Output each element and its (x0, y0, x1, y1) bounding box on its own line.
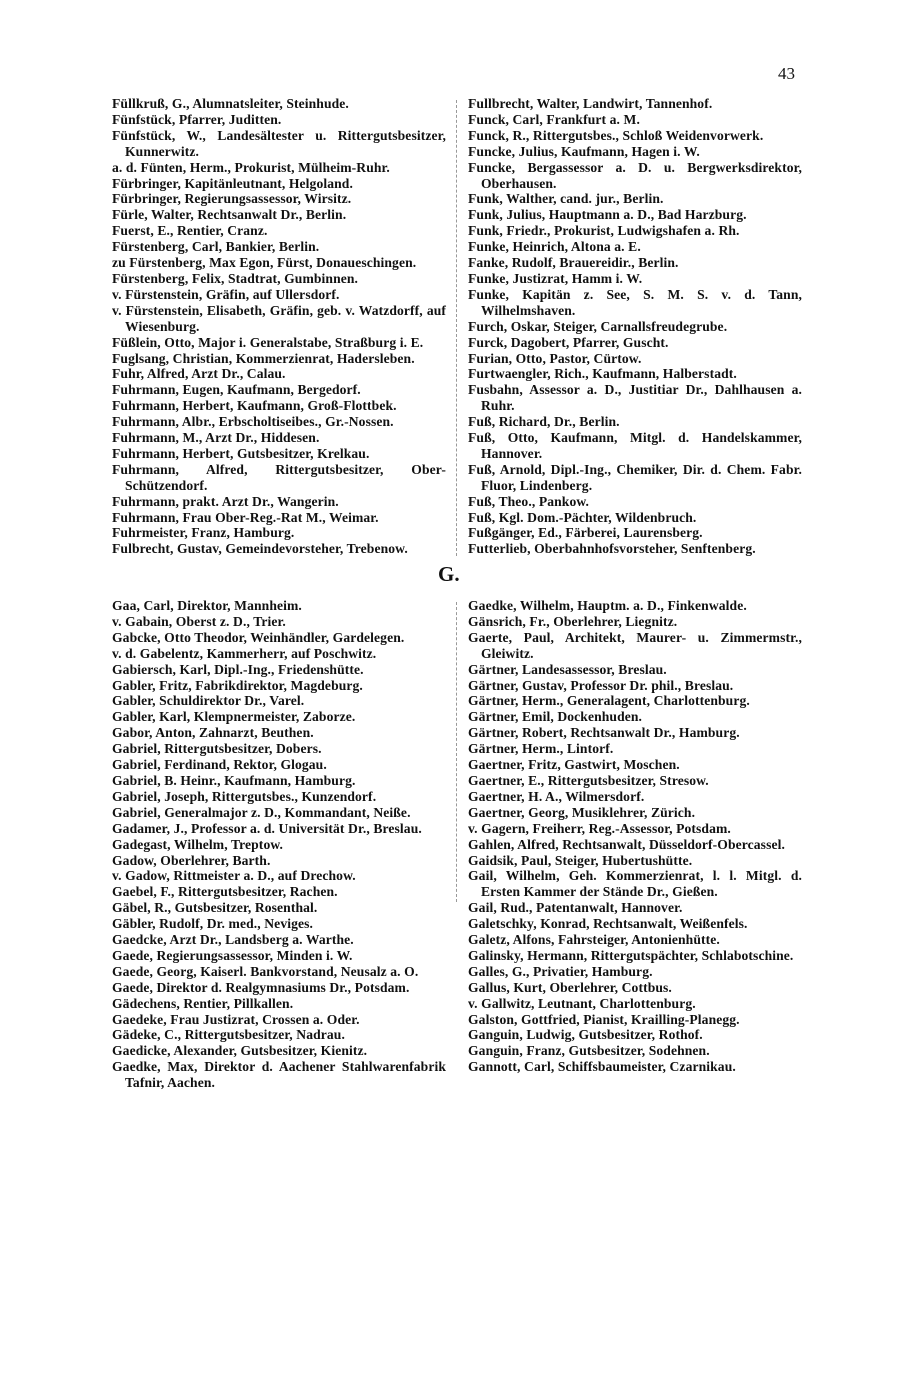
directory-entry: Funcke, Julius, Kaufmann, Hagen i. W. (468, 143, 700, 159)
directory-entry: Gänsrich, Fr., Oberlehrer, Liegnitz. (468, 613, 678, 629)
column-top-left (112, 96, 446, 557)
directory-entry: Fünfstück, Pfarrer, Juditten. (112, 111, 282, 127)
directory-entry: Gärtner, Herm., Lintorf. (468, 741, 614, 757)
directory-entry: Gaedeke, Frau Justizrat, Crossen a. Oder. (112, 1011, 360, 1027)
directory-entry: Gaedke, Wilhelm, Hauptm. a. D., Finkenwalde. (468, 598, 747, 613)
directory-entry: Gärtner, Gustav, Professor Dr. phil., Breslau. (468, 677, 734, 693)
directory-entry: Fuß, Otto, Kaufmann, Mitgl. d. Handelskammer, Hannover. (468, 430, 802, 461)
column-divider-top (456, 100, 457, 556)
directory-entry: Galetz, Alfons, Fahrsteiger, Antonienhütte. (468, 932, 720, 948)
directory-entry: Gabriel, B. Heinr., Kaufmann, Hamburg. (112, 772, 356, 788)
directory-entry: Fuhrmann, Eugen, Kaufmann, Bergedorf. (112, 382, 361, 398)
column-bottom-right (468, 598, 802, 1075)
directory-entry: Fuhrmann, Herbert, Kaufmann, Groß-Flottbek. (112, 398, 397, 414)
directory-entry: Gäbel, R., Gutsbesitzer, Rosenthal. (112, 900, 318, 916)
directory-entry: Gabriel, Rittergutsbesitzer, Dobers. (112, 741, 322, 757)
directory-entry: Furtwaengler, Rich., Kaufmann, Halberstadt. (468, 366, 737, 382)
directory-entry: Füßlein, Otto, Major i. Generalstabe, Straßburg i. E. (112, 334, 424, 350)
directory-entry: v. Fürstenstein, Elisabeth, Gräfin, geb. v. Watzdorff, auf Wiesenburg. (112, 302, 446, 334)
directory-entry: Gärtner, Robert, Rechtsanwalt Dr., Hamburg. (468, 725, 740, 741)
directory-entry: Funck, Carl, Frankfurt a. M. (468, 111, 640, 127)
directory-entry: Gaidsik, Paul, Steiger, Hubertushütte. (468, 852, 693, 868)
directory-entry: Gabler, Schuldirektor Dr., Varel. (112, 693, 305, 709)
directory-entry: Gaertner, E., Rittergutsbesitzer, Stresow. (468, 772, 709, 788)
directory-entry: Gärtner, Emil, Dockenhuden. (468, 709, 643, 725)
directory-entry: zu Fürstenberg, Max Egon, Fürst, Donaueschingen. (112, 255, 417, 271)
directory-entry: Gabriel, Ferdinand, Rektor, Glogau. (112, 757, 327, 773)
directory-entry: Fuhrmann, Alfred, Rittergutsbesitzer, Ober-Schützendorf. (112, 461, 446, 493)
directory-entry: Fürbringer, Kapitänleutnant, Helgoland. (112, 175, 353, 191)
directory-entry: Funke, Heinrich, Altona a. E. (468, 239, 641, 255)
directory-entry: Ganguin, Ludwig, Gutsbesitzer, Rothof. (468, 1027, 703, 1043)
directory-entry: Fuß, Theo., Pankow. (468, 493, 590, 509)
directory-entry: Gaertner, Georg, Musiklehrer, Zürich. (468, 804, 696, 820)
directory-entry: Gäbler, Rudolf, Dr. med., Neviges. (112, 916, 314, 932)
directory-entry: Galinsky, Hermann, Rittergutspächter, Schlabotschine. (468, 947, 794, 963)
directory-entry: Fürstenberg, Carl, Bankier, Berlin. (112, 239, 320, 255)
directory-entry: Gärtner, Landesassessor, Breslau. (468, 661, 667, 677)
directory-entry: Gabriel, Joseph, Rittergutsbes., Kunzendorf. (112, 788, 377, 804)
directory-entry: Gaedke, Max, Direktor d. Aachener Stahlwarenfabrik Tafnir, Aachen. (112, 1059, 446, 1091)
directory-entry: Funcke, Bergassessor a. D. u. Bergwerksdirektor, Oberhausen. (468, 159, 802, 191)
directory-entry: Gabriel, Generalmajor z. D., Kommandant, Neiße. (112, 804, 411, 820)
directory-entry: Fuhrmann, Albr., Erbscholtiseibes., Gr.-Nossen. (112, 414, 394, 430)
directory-entry: Funk, Walther, cand. jur., Berlin. (468, 191, 664, 207)
directory-entry: Fuhrmann, Herbert, Gutsbesitzer, Krelkau. (112, 445, 370, 461)
directory-entry: Funke, Justizrat, Hamm i. W. (468, 270, 643, 286)
directory-entry: Gail, Rud., Patentanwalt, Hannover. (468, 900, 683, 916)
directory-entry: Funck, R., Rittergutsbes., Schloß Weidenvorwerk. (468, 127, 764, 143)
directory-entry: Gabcke, Otto Theodor, Weinhändler, Gardelegen. (112, 629, 405, 645)
directory-entry: Gaerte, Paul, Architekt, Maurer- u. Zimmermstr., Gleiwitz. (468, 629, 802, 661)
directory-entry: Gädechens, Rentier, Pillkallen. (112, 995, 294, 1011)
directory-entry: a. d. Fünten, Herm., Prokurist, Mülheim-Ruhr. (112, 159, 390, 175)
directory-entry: Fuglsang, Christian, Kommerzienrat, Hadersleben. (112, 350, 415, 366)
directory-entry: Gabiersch, Karl, Dipl.-Ing., Friedenshütte. (112, 661, 364, 677)
directory-entry: Gadegast, Wilhelm, Treptow. (112, 836, 284, 852)
directory-entry: Fulbrecht, Gustav, Gemeindevorsteher, Trebenow. (112, 541, 408, 557)
section-heading: G. (438, 562, 460, 586)
directory-entry: Gahlen, Alfred, Rechtsanwalt, Düsseldorf-Obercassel. (468, 836, 785, 852)
directory-entry: Gadamer, J., Professor a. d. Universität Dr., Breslau. (112, 820, 422, 836)
directory-entry: Gabler, Fritz, Fabrikdirektor, Magdeburg. (112, 677, 363, 693)
directory-entry: Gaertner, Fritz, Gastwirt, Moschen. (468, 757, 680, 773)
directory-entry: Gannott, Carl, Schiffsbaumeister, Czarnikau. (468, 1059, 736, 1075)
directory-entry: Fürle, Walter, Rechtsanwalt Dr., Berlin. (112, 207, 347, 223)
directory-entry: v. Fürstenstein, Gräfin, auf Ullersdorf. (112, 286, 340, 302)
directory-entry: Galles, G., Privatier, Hamburg. (468, 963, 653, 979)
directory-entry: Fusbahn, Assessor a. D., Justitiar Dr., Dahlhausen a. Ruhr. (468, 382, 802, 414)
directory-entry: Fuß, Arnold, Dipl.-Ing., Chemiker, Dir. d. Chem. Fabr. Fluor, Lindenberg. (468, 461, 802, 493)
directory-entry: Funk, Friedr., Prokurist, Ludwigshafen a. Rh. (468, 223, 740, 239)
directory-entry: Funk, Julius, Hauptmann a. D., Bad Harzburg. (468, 207, 747, 223)
page-number: 43 (778, 64, 795, 83)
directory-entry: Fünfstück, W., Landesältester u. Rittergutsbesitzer, Kunnerwitz. (112, 127, 446, 159)
directory-entry: Gadow, Oberlehrer, Barth. (112, 852, 271, 868)
directory-entry: Fürstenberg, Felix, Stadtrat, Gumbinnen. (112, 270, 359, 286)
directory-entry: Furch, Oskar, Steiger, Carnallsfreudegrube. (468, 318, 728, 334)
column-divider-bottom (456, 602, 457, 902)
directory-entry: Funke, Kapitän z. See, S. M. S. v. d. Tann, Wilhelmshaven. (468, 286, 802, 318)
directory-entry: Gabler, Karl, Klempnermeister, Zaborze. (112, 709, 356, 725)
directory-entry: Fuhrmann, M., Arzt Dr., Hiddesen. (112, 430, 320, 446)
directory-entry: v. d. Gabelentz, Kammerherr, auf Poschwitz. (112, 645, 377, 661)
directory-entry: Füllkruß, G., Alumnatsleiter, Steinhude. (112, 96, 349, 111)
directory-entry: Gädeke, C., Rittergutsbesitzer, Nadrau. (112, 1027, 345, 1043)
directory-entry: Fullbrecht, Walter, Landwirt, Tannenhof. (468, 96, 713, 111)
directory-entry: Gaede, Georg, Kaiserl. Bankvorstand, Neusalz a. O. (112, 963, 419, 979)
directory-entry: Galston, Gottfried, Pianist, Krailling-Planegg. (468, 1011, 740, 1027)
directory-entry: Fuhrmann, Frau Ober-Reg.-Rat M., Weimar. (112, 509, 379, 525)
directory-entry: Furian, Otto, Pastor, Cürtow. (468, 350, 642, 366)
directory-entry: Futterlieb, Oberbahnhofsvorsteher, Senftenberg. (468, 541, 756, 557)
column-top-right (468, 96, 802, 557)
directory-entry: Fuß, Kgl. Dom.-Pächter, Wildenbruch. (468, 509, 697, 525)
directory-entry: Fanke, Rudolf, Brauereidir., Berlin. (468, 255, 679, 271)
directory-entry: Gaedicke, Alexander, Gutsbesitzer, Kienitz. (112, 1043, 368, 1059)
column-bottom-left (112, 598, 446, 1091)
directory-entry: Fuhrmeister, Franz, Hamburg. (112, 525, 295, 541)
directory-entry: Fußgänger, Ed., Färberei, Laurensberg. (468, 525, 703, 541)
directory-entry: Gaede, Regierungsassessor, Minden i. W. (112, 947, 353, 963)
directory-entry: Gaebel, F., Rittergutsbesitzer, Rachen. (112, 884, 338, 900)
directory-entry: Fuhrmann, prakt. Arzt Dr., Wangerin. (112, 493, 339, 509)
directory-entry: v. Gadow, Rittmeister a. D., auf Drechow. (112, 868, 356, 884)
directory-entry: Gaedcke, Arzt Dr., Landsberg a. Warthe. (112, 932, 354, 948)
directory-entry: Gallus, Kurt, Oberlehrer, Cottbus. (468, 979, 672, 995)
directory-entry: Gaa, Carl, Direktor, Mannheim. (112, 598, 302, 613)
directory-entry: Fuhr, Alfred, Arzt Dr., Calau. (112, 366, 286, 382)
directory-entry: Fuerst, E., Rentier, Cranz. (112, 223, 268, 239)
directory-entry: Furck, Dagobert, Pfarrer, Guscht. (468, 334, 669, 350)
directory-entry: Gaede, Direktor d. Realgymnasiums Dr., Potsdam. (112, 979, 410, 995)
directory-entry: v. Gabain, Oberst z. D., Trier. (112, 613, 286, 629)
directory-entry: Gaertner, H. A., Wilmersdorf. (468, 788, 645, 804)
directory-entry: Gabor, Anton, Zahnarzt, Beuthen. (112, 725, 314, 741)
directory-entry: Fürbringer, Regierungsassessor, Wirsitz. (112, 191, 352, 207)
directory-entry: Gail, Wilhelm, Geh. Kommerzienrat, l. l. Mitgl. d. Ersten Kammer der Stände Dr., Gießen. (468, 868, 802, 900)
directory-entry: Ganguin, Franz, Gutsbesitzer, Sodehnen. (468, 1043, 710, 1059)
directory-entry: v. Gagern, Freiherr, Reg.-Assessor, Potsdam. (468, 820, 731, 836)
directory-entry: v. Gallwitz, Leutnant, Charlottenburg. (468, 995, 696, 1011)
directory-entry: Gärtner, Herm., Generalagent, Charlottenburg. (468, 693, 750, 709)
directory-entry: Galetschky, Konrad, Rechtsanwalt, Weißenfels. (468, 916, 748, 932)
directory-entry: Fuß, Richard, Dr., Berlin. (468, 414, 620, 430)
